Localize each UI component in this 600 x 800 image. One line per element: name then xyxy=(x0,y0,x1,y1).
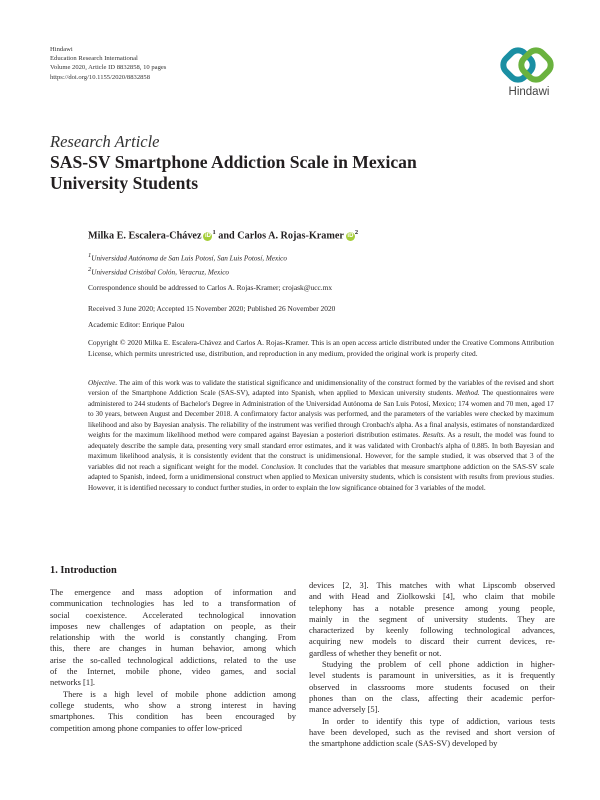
text-line: college students, who show a strong interest in having xyxy=(50,699,296,710)
abstract-text: The aim of this work was to validate the statistical significance and unidimensionality of the construct formed by the variables of the revised and short version of the Smartphone Addiction Scale (SAS-SV), adapted into Spanish, when applied to Mexican university students. xyxy=(88,379,554,398)
text-line: competition among phone companies to offer low-priced xyxy=(50,722,242,733)
abstract-label: Method. xyxy=(455,389,480,398)
affiliation xyxy=(88,250,287,264)
authors xyxy=(88,229,358,241)
publisher: Hindawi xyxy=(50,46,73,53)
abstract-label: Results. xyxy=(422,431,446,440)
text-line: smartphones. This condition has been encouraged by xyxy=(50,711,296,722)
hindawi-rings-icon xyxy=(497,46,559,86)
text-line: networks [1]. xyxy=(50,677,95,688)
author-2-affil: 2 xyxy=(354,229,359,236)
affil-text: Universidad Cristóbal Colón, Veracruz, Mexico xyxy=(91,268,229,277)
journal-name: Education Research International xyxy=(50,55,138,63)
academic-editor: Academic Editor: Enrique Palou xyxy=(88,320,185,329)
text-line: In order to identify this type of addiction, various tests xyxy=(322,715,555,726)
author-2[interactable]: Carlos A. Rojas-Kramer xyxy=(237,230,344,242)
orcid-icon[interactable]: iD xyxy=(204,233,211,240)
journal-info xyxy=(50,45,166,82)
text-line: this, there are changes in human behavior, among which xyxy=(50,643,296,654)
copyright: Copyright © 2020 Milka E. Escalera-Chávez and Carlos A. Rojas-Kramer. This is an open access article distributed under the Creative Commons Attribution License, which permits unrestricted use, distribution, and reproduction in any medium, provided the original work is properly cited. xyxy=(88,338,554,358)
authors-and: and xyxy=(218,230,235,242)
text-line: level students is paramount in universities, as it is frequently xyxy=(309,670,555,681)
text-line: There is a high level of mobile phone addiction among xyxy=(63,688,296,699)
left-column xyxy=(50,587,296,734)
text-line: The emergence and mass adoption of information and xyxy=(50,587,296,597)
article-title: SAS-SV Smartphone Addiction Scale in Mexican University Students xyxy=(50,152,417,193)
text-line: mance adversely [5]. xyxy=(309,704,380,715)
text-line: phones than on the class, affecting their academic perfor- xyxy=(309,692,555,703)
text-line: telephony has a notable presence among young people, xyxy=(309,602,555,613)
abstract-label: Conclusion. xyxy=(261,462,296,471)
author-1-affil: 1 xyxy=(212,229,216,236)
text-line: communication technologies has led to a transformation of xyxy=(50,598,296,609)
abstract-label: Objective. xyxy=(88,379,118,387)
text-line: arise the so-called technological addictions, related to the use xyxy=(50,654,296,665)
volume-info: Volume 2020, Article ID 8832858, 10 pages xyxy=(50,64,167,72)
text-line: characterized by keenly following technological advances, xyxy=(309,625,555,636)
orcid-icon[interactable]: iD xyxy=(347,233,354,240)
logo-text: Hindawi xyxy=(508,86,550,98)
text-line: and with Head and Ziolkowski [4], who claim that mobile xyxy=(309,591,555,602)
abstract-text: The questionnaires were administered to 244 students of Bachelor's Degree in Administration of the Universidad Autónoma de San Luis Potosí, Mexico; 174 women and 70 men, aged 17 to 30 years, between August and December 2018. A confirmatory factor analysis was performed, and the parameters of the variables were checked by maximum likelihood and also by Bayesian analysis. The reliability of the instrument was verified through Cronbach's alpha. As a final analysis, estimates of nonstandardized weights for the maximum likelihood method were compared against Bayesian a posteriori distribution estimates. xyxy=(88,389,554,440)
affiliations xyxy=(88,250,287,279)
correspondence: Correspondence should be addressed to Carlos A. Rojas-Kramer; crojask@ucc.mx xyxy=(88,283,333,292)
text-line: social coexistence. Accelerated technological innovation xyxy=(50,609,296,620)
text-line: the smartphone addiction scale (SAS-SV) developed by xyxy=(309,738,498,749)
doi-link[interactable]: https://doi.org/10.1155/2020/8832858 xyxy=(50,73,151,81)
text-line: Studying the problem of cell phone addiction in higher- xyxy=(322,659,555,670)
affil-sup: 1 xyxy=(88,252,92,259)
affiliation xyxy=(88,264,287,278)
right-column xyxy=(309,580,555,749)
affil-sup: 2 xyxy=(88,266,92,274)
text-line: gardless of whether they benefit or not. xyxy=(309,647,442,658)
text-line: of the Internet, mobile phone, video games, and social xyxy=(50,666,296,677)
text-line: devices [2, 3]. This matches with what Lipscomb observed xyxy=(309,580,555,590)
abstract-text: As a result, the model was found to adequately describe the sample data, presenting very small standard error estimates, and it was validated with Cronbach's alpha of 0.885. In both Bayesian and maximum likelihood analysis, it is consistently evident that the construct is unidimensional. However, for the sample studied, it was observed that 3 of the variables did not reach a significant weight for the model. xyxy=(88,431,554,471)
author-1[interactable]: Milka E. Escalera-Chávez xyxy=(88,230,202,242)
text-line: observed in classrooms more students focused on their xyxy=(309,681,555,692)
section-heading: 1. Introduction xyxy=(50,565,117,576)
abstract-text: It concludes that the variables that measure smartphone addiction on the SAS-SV scale adapted to Spanish, indeed, form a unidimensional construct when applied to Mexican university students, which is consistent with results from previous studies. However, it is identified necessary to conduct further studies, in order to explain the low significance obtained for 3 variables of the model. xyxy=(88,462,554,492)
dates: Received 3 June 2020; Accepted 15 November 2020; Published 26 November 2020 xyxy=(88,304,336,313)
article-type: Research Article xyxy=(50,132,160,151)
text-line: relationship with the world is constantly changing. From xyxy=(50,632,296,643)
text-line: acquiring new models to discard their current devices, re- xyxy=(309,636,555,647)
hindawi-logo xyxy=(497,46,559,104)
text-line: have been developed, such as the revised and short version of xyxy=(309,726,555,737)
abstract xyxy=(88,378,554,493)
text-line: imposes new challenges of adaptation on people, as their xyxy=(50,620,296,631)
text-line: mainly in the segment of university students. They are xyxy=(309,613,555,624)
affil-text: Universidad Autónoma de San Luis Potosí, San Luis Potosí, Mexico xyxy=(91,254,287,263)
